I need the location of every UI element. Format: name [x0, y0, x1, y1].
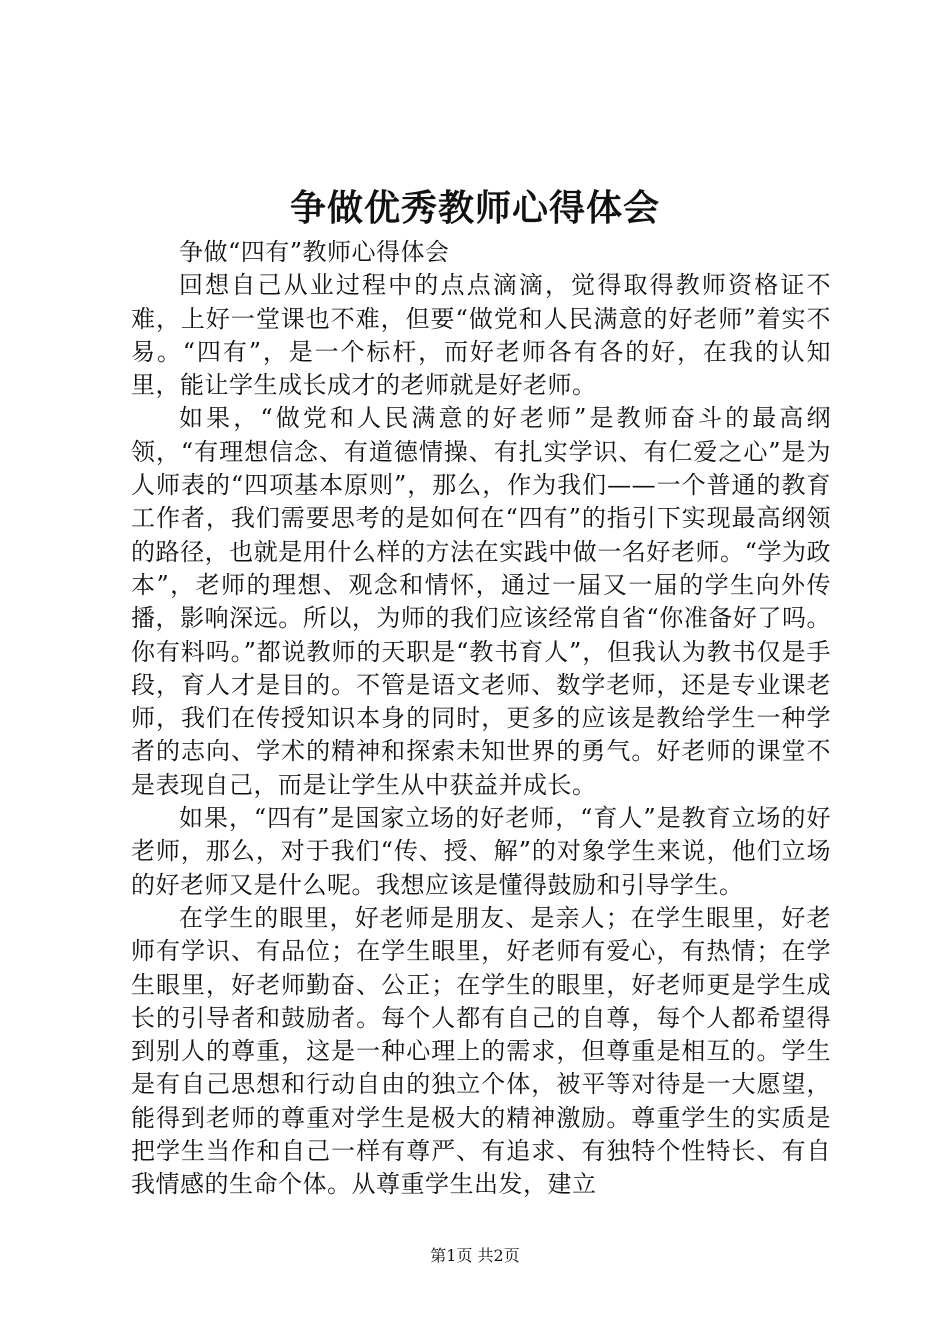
subtitle-paragraph: 争做“四有”教师心得体会 — [179, 238, 450, 266]
page-title: 争做优秀教师心得体会 — [289, 187, 660, 229]
body-paragraph: 如果，“做党和人民满意的好老师”是教师奋斗的最高纲领，“有理想信念、有道德情操、有扎实学识、有仁爱之心”是为人师表的“四项基本原则”，那么，作为我们——一个普通的教育工作者，我们需要思考的是如何在“四有”的指引下实现最高纲领的路径，也就是用什么样的方法在实践中做一名好老师。“学为政本”，老师的理想、观念和情怀，通过一届又一届的学生向外传播，影响深远。所以，为师的我们应该经常自省“你准备好了吗。你有料吗。”都说教师的天职是“教书育人”，但我认为教书仅是手段，育人才是目的。不管是语文老师、数学老师，还是专业课老师，我们在传授知识本身的同时，更多的应该是教给学生一种学者的志向、学术的精神和探索未知世界的勇气。好老师的课堂不是表现自己，而是让学生从中获益并成长。 — [131, 404, 831, 799]
page-number-footer: 第1页 共2页 — [430, 1246, 520, 1265]
body-paragraph: 回想自己从业过程中的点点滴滴，觉得取得教师资格证不难，上好一堂课也不难，但要“做党和人民满意的好老师”着实不易。“四有”，是一个标杆，而好老师各有各的好，在我的认知里，能让学生成长成才的老师就是好老师。 — [131, 271, 831, 400]
document-body — [131, 236, 831, 1202]
body-paragraph: 在学生的眼里，好老师是朋友、是亲人；在学生眼里，好老师有学识、有品位；在学生眼里，好老师有爱心，有热情；在学生眼里，好老师勤奋、公正；在学生的眼里，好老师更是学生成长的引导者和鼓励者。每个人都有自己的自尊，每个人都希望得到别人的尊重，这是一种心理上的需求，但尊重是相互的。学生是有自己思想和行动自由的独立个体，被平等对待是一大愿望，能得到老师的尊重对学生是极大的精神激励。尊重学生的实质是把学生当作和自己一样有尊严、有追求、有独特个性特长、有自我情感的生命个体。从尊重学生出发，建立 — [131, 903, 831, 1199]
body-paragraph: 如果，“四有”是国家立场的好老师，“育人”是教育立场的好老师，那么，对于我们“传、授、解”的对象学生来说，他们立场的好老师又是什么呢。我想应该是懂得鼓励和引导学生。 — [131, 804, 831, 899]
